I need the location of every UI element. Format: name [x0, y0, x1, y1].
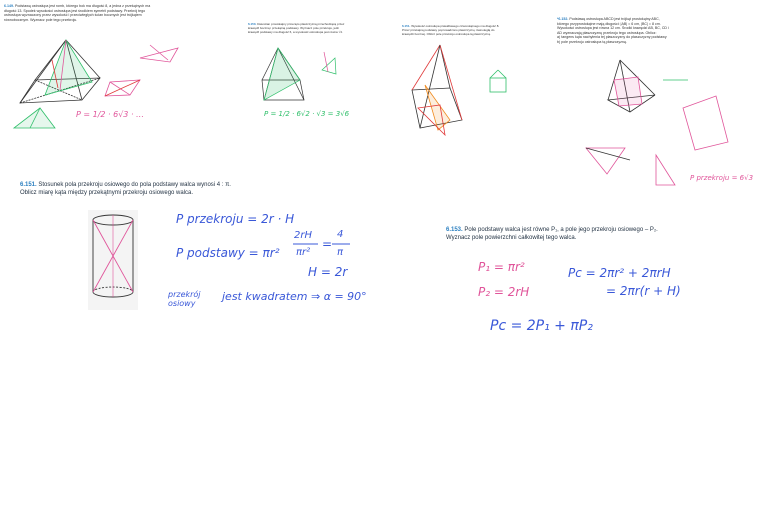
hw-answer-152: P przekroju = 6√3	[690, 174, 754, 182]
problem-text: Dwuścian prostokątny przecięto płaszczyzną przechodzącą przez krawędź boczną i przekątną podstawy. Wyznacz pole przekroju, jeśli krawędź podstawy ma długość 6, a wysokość ostrosłupa jest równa √3.	[248, 22, 345, 34]
hw-pc-final: Pc = 2P₁ + πP₂	[490, 318, 593, 334]
hw-rhs-num: 4	[337, 229, 344, 240]
hw-fraction-den: πr²	[296, 247, 311, 258]
problem-text: Podstawą ostrosłupa ABCD jest trójkąt prostokątny ABC, którego przyprostokątne mają długości: |AB| = 6 cm, |BC| = 8 cm. Wysokości ostrosłupa jest równa 12 cm. Środki krawędzi AB, BC, CD i AD wyznaczają płaszczyznę przekroju tego ostrosłupa. Oblicz:	[557, 17, 669, 35]
problem-part-a: a) tangens kąta nachylenia tej płaszczyzny do płaszczyzny podstawy	[557, 35, 667, 40]
hw-h-equals: H = 2r	[308, 265, 348, 279]
problem-text: Podstawą ostrosłupa jest romb, którego bok ma długość 8, a jedna z przekątnych ma długość 13. Spodek wysokości ostrosłupa jest środkiem symetrii podstawy. Przekrój tego ostrosłupa wyznaczony przez wysokość i przeciwległych ścian bocznych jest trójkątem równobocznym. Wyznacz pole tego przekroju.	[4, 4, 151, 22]
hw-p-przekroju: P przekroju = 2r · H	[176, 212, 295, 226]
problem-part-b: b) pole przekroju ostrosłupa tą płaszczyzną.	[557, 39, 627, 44]
hw-p-podstawy: P podstawy = πr²	[176, 246, 280, 260]
problem-number: 6.151.	[402, 24, 411, 28]
hw-answer-150: P = 1/2 · 6√2 · √3 = 3√6	[264, 110, 350, 118]
cylinder-figure-151	[88, 210, 138, 310]
hw-pc-line1: Pc = 2πr² + 2πrH	[568, 266, 671, 280]
problem-number: 6.151.	[20, 182, 37, 188]
problem-number: 6.153.	[446, 227, 463, 233]
problem-line-1: Pole podstawy walca jest równe P₁, a pole jego przekroju osiowego – P₂.	[464, 227, 658, 233]
problem-line-2: Wyznacz pole powierzchni całkowitej tego walca.	[446, 235, 577, 241]
problem-number: 6.150.	[248, 22, 257, 26]
pyramid-figure-152	[586, 60, 728, 185]
pyramid-figure-149	[20, 40, 100, 103]
hw-fraction-num: 2rH	[294, 230, 312, 241]
hw-pc-line2: = 2πr(r + H)	[606, 284, 681, 298]
problem-number: 6.149.	[4, 4, 14, 8]
pyramid-figure-151-small	[412, 45, 506, 135]
hw-p1: P₁ = πr²	[478, 260, 525, 274]
hw-conclusion-2: jest kwadratem ⇒ α = 90°	[222, 290, 367, 303]
problem-line-2: Oblicz miarę kąta między przekątnymi przekroju osiowego walca.	[20, 190, 194, 196]
problem-number: *6.152.	[557, 17, 569, 21]
pyramid-figure-150	[262, 48, 336, 100]
problem-text: Wysokość ostrosłupa prawidłowego czworokątnego ma długość 8. Przez przekątną podstawy poprowadzono płaszczyznę równoległą do krawędzi bocznej. Oblicz pole przekroju ostrosłupa tą płaszczyzną.	[402, 24, 500, 36]
hw-conclusion-1: przekrój osiowy	[168, 290, 201, 308]
hw-p2: P₂ = 2rH	[478, 285, 530, 299]
hw-fraction-eq: =	[322, 237, 333, 251]
hw-rhs-den: π	[337, 247, 344, 258]
hw-answer-149: P = 1/2 · 6√3 · …	[76, 110, 145, 119]
problem-line-1: Stosunek pola przekroju osiowego do pola podstawy walca wynosi 4 : π.	[38, 182, 231, 188]
